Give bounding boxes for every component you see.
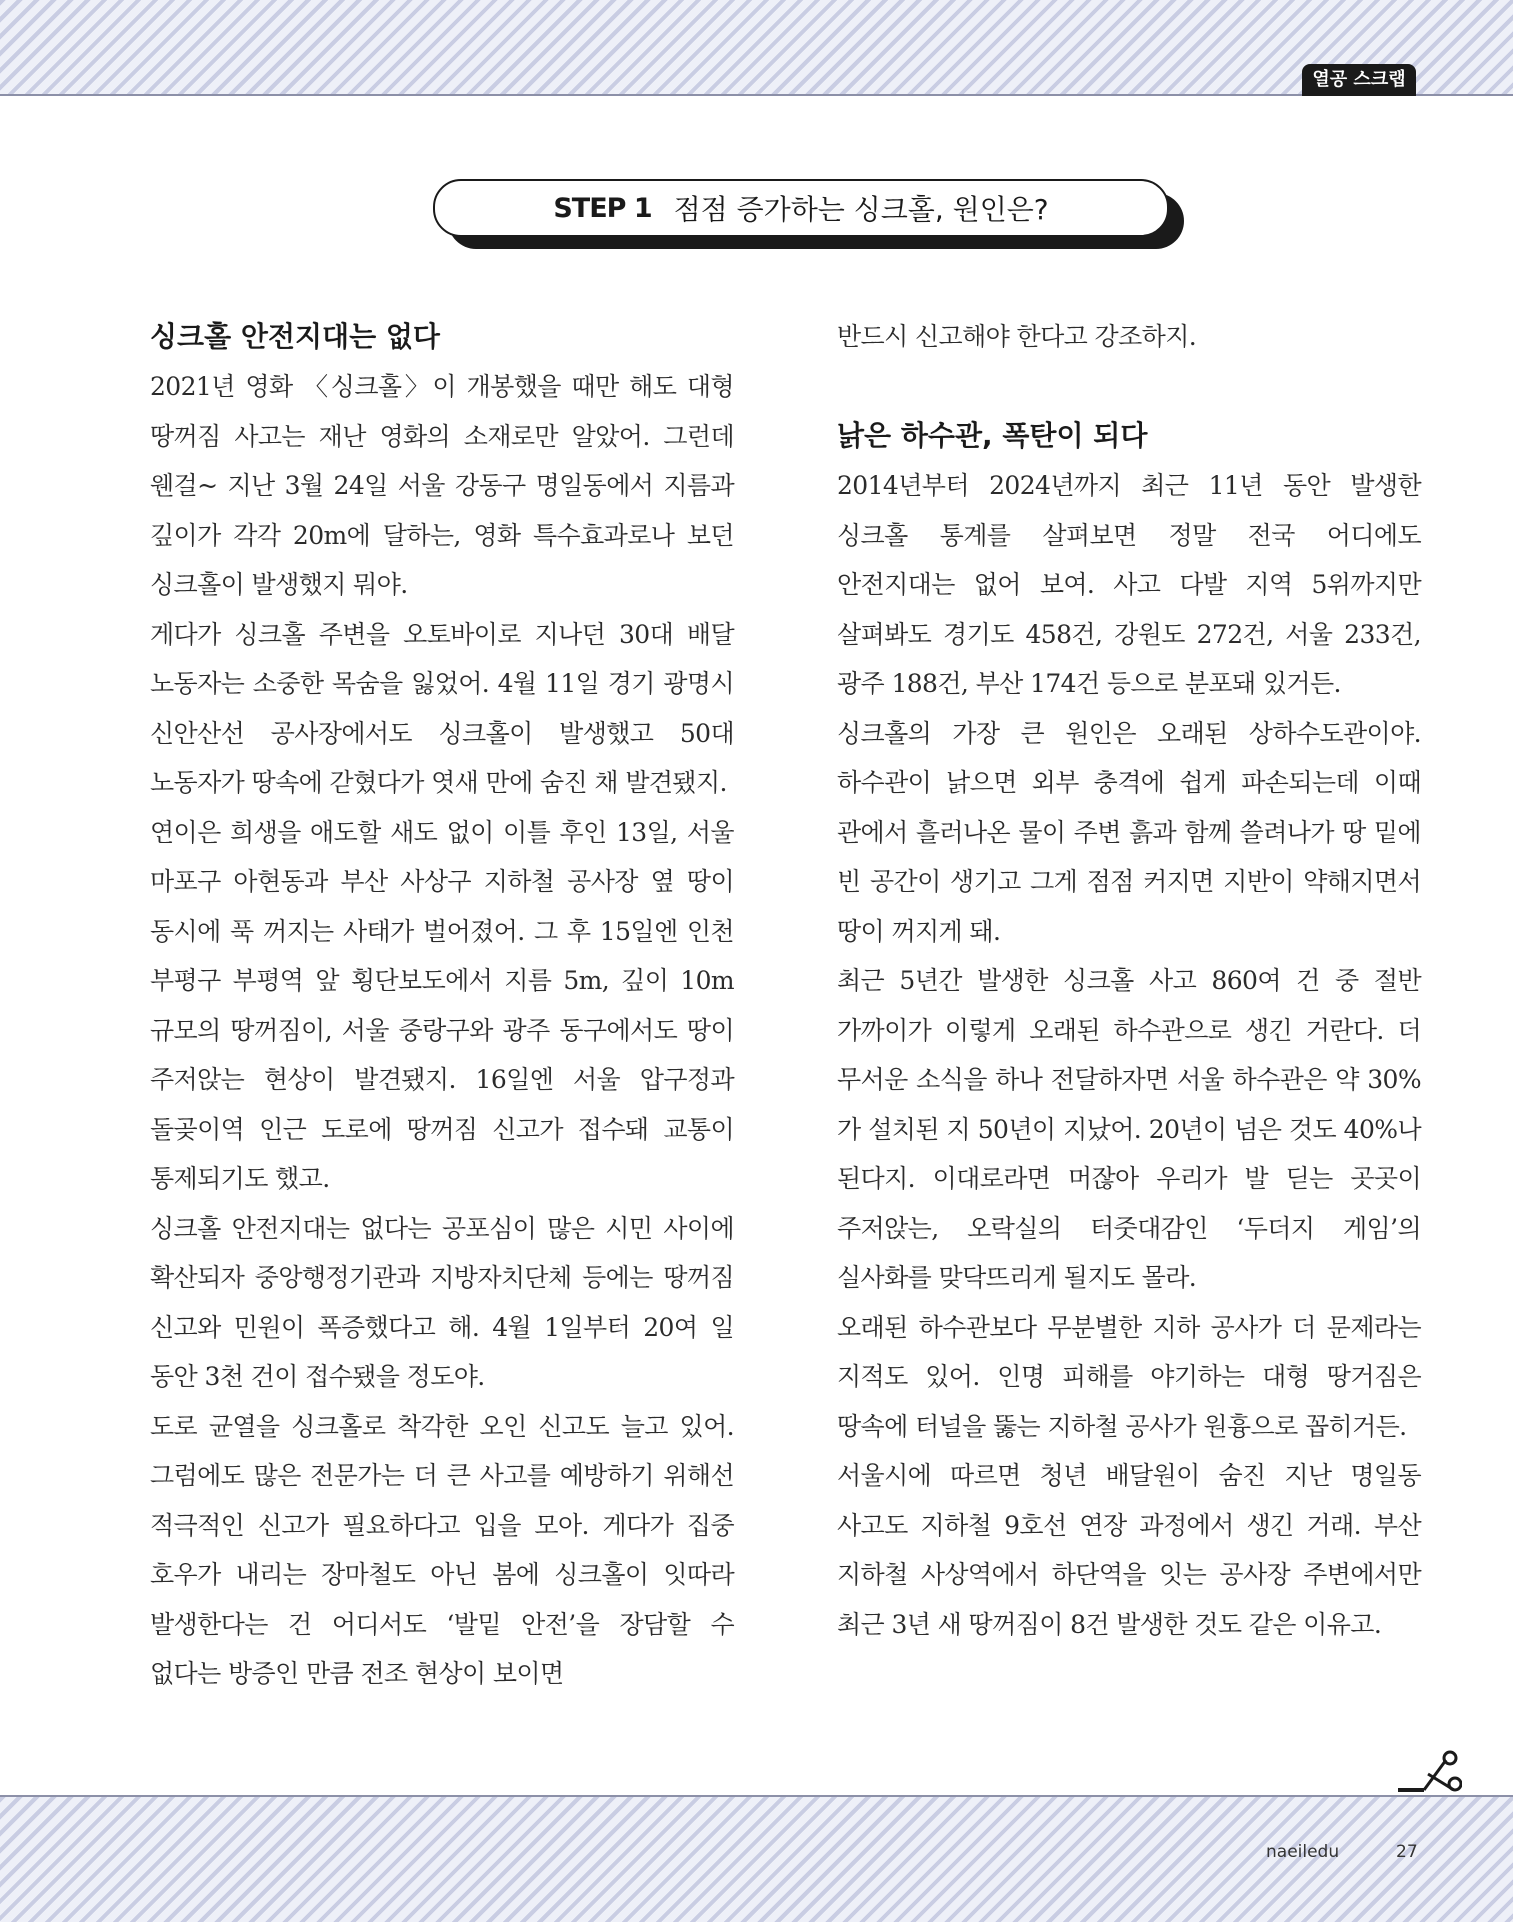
article-paragraph: 싱크홀의 가장 큰 원인은 오래된 상하수도관이야. 하수관이 낡으면 외부 충격에 쉽게 파손되는데 이때 관에서 흘러나온 물이 주변 흙과 함께 쓸려나가 땅 밑에 빈 공간이 생기고 그게 점점 커지면 지반이 약해지면서 땅이 꺼지게 돼. bbox=[837, 718, 1421, 946]
article-paragraph: 2021년 영화 〈싱크홀〉이 개봉했을 때만 해도 대형 땅꺼짐 사고는 재난 영화의 소재로만 알았어. 그런데 웬걸~ 지난 3월 24일 서울 강동구 명일동에서 지름과 깊이가 각각 20m에 달하는, 영화 특수효과로나 보던 싱크홀이 발생했지 뭐야. bbox=[150, 372, 734, 599]
left-column bbox=[150, 312, 734, 1699]
article-paragraph: 도로 균열을 싱크홀로 착각한 오인 신고도 늘고 있어. 그럼에도 많은 전문가는 더 큰 사고를 예방하기 위해선 적극적인 신고가 필요하다고 입을 모아. 게다가 집중 호우가 내리는 장마철도 아닌 봄에 싱크홀이 잇따라 발생한다는 건 어디서도 ‘발밑 안전’을 장담할 수 없다는 방증인 만큼 전조 현상이 보이면 bbox=[150, 1411, 734, 1688]
step-label: STEP 1 bbox=[553, 192, 652, 224]
article-paragraph: 연이은 희생을 애도할 새도 없이 이틀 후인 13일, 서울 마포구 아현동과 부산 사상구 지하철 공사장 옆 땅이 동시에 푹 꺼지는 사태가 벌어졌어. 그 후 15일엔 인천 부평구 부평역 앞 횡단보도에서 지름 5m, 깊이 10m 규모의 땅꺼짐이, 서울 중랑구와 광주 동구에서도 땅이 주저앉는 현상이 발견됐지. 16일엔 서울 압구정과 돌곶이역 인근 도로에 땅꺼짐 신고가 접수돼 교통이 통제되기도 했고. bbox=[150, 817, 734, 1193]
article-paragraph: 서울시에 따르면 청년 배달원이 숨진 지난 명일동 사고도 지하철 9호선 연장 과정에서 생긴 거래. 부산 지하철 사상역에서 하단역을 잇는 공사장 주변에서만 최근 3년 새 땅꺼짐이 8건 발생한 것도 같은 이유고. bbox=[837, 1461, 1421, 1639]
section-tab: 열공 스크랩 bbox=[1302, 64, 1416, 96]
step-banner bbox=[433, 179, 1169, 237]
left-heading: 싱크홀 안전지대는 없다 bbox=[150, 320, 440, 353]
footer-brand: naeiledu bbox=[1266, 1842, 1340, 1862]
continued-paragraph: 반드시 신고해야 한다고 강조하지. bbox=[837, 322, 1197, 351]
header-stripe-band bbox=[0, 0, 1513, 96]
right-column bbox=[837, 312, 1421, 1649]
article-paragraph: 싱크홀 안전지대는 없다는 공포심이 많은 시민 사이에 확산되자 중앙행정기관과 지방자치단체 등에는 땅꺼짐 신고와 민원이 폭증했다고 해. 4월 1일부터 20여 일 동안 3천 건이 접수됐을 정도야. bbox=[150, 1213, 734, 1391]
step-title: 점점 증가하는 싱크홀, 원인은? bbox=[673, 193, 1049, 226]
article-paragraph: 2014년부터 2024년까지 최근 11년 동안 발생한 싱크홀 통계를 살펴보면 정말 전국 어디에도 안전지대는 없어 보여. 사고 다발 지역 5위까지만 살펴봐도 경기도 458건, 강원도 272건, 서울 233건, 광주 188건, 부산 174건 등으로 분포돼 있거든. bbox=[837, 471, 1421, 698]
paragraph-spacer bbox=[837, 362, 1421, 412]
scissors-icon bbox=[1398, 1750, 1462, 1794]
page-number: 27 bbox=[1396, 1842, 1418, 1862]
article-paragraph: 게다가 싱크홀 주변을 오토바이로 지나던 30대 배달 노동자는 소중한 목숨을 잃었어. 4월 11일 경기 광명시 신안산선 공사장에서도 싱크홀이 발생했고 50대 노동자가 땅속에 갇혔다가 엿새 만에 숨진 채 발견됐지. bbox=[150, 619, 734, 797]
article-paragraph: 오래된 하수관보다 무분별한 지하 공사가 더 문제라는 지적도 있어. 인명 피해를 야기하는 대형 땅거짐은 땅속에 터널을 뚫는 지하철 공사가 원흉으로 꼽히거든. bbox=[837, 1312, 1421, 1441]
article-paragraph: 최근 5년간 발생한 싱크홀 사고 860여 건 중 절반 가까이가 이렇게 오래된 하수관으로 생긴 거란다. 더 무서운 소식을 하나 전달하자면 서울 하수관은 약 30%가 설치된 지 50년이 지났어. 20년이 넘은 것도 40%나 된다지. 이대로라면 머잖아 우리가 발 딛는 곳곳이 주저앉는, 오락실의 터줏대감인 ‘두더지 게임’의 실사화를 맞닥뜨리게 될지도 몰라. bbox=[837, 966, 1421, 1292]
right-heading: 낡은 하수관, 폭탄이 되다 bbox=[837, 419, 1148, 452]
